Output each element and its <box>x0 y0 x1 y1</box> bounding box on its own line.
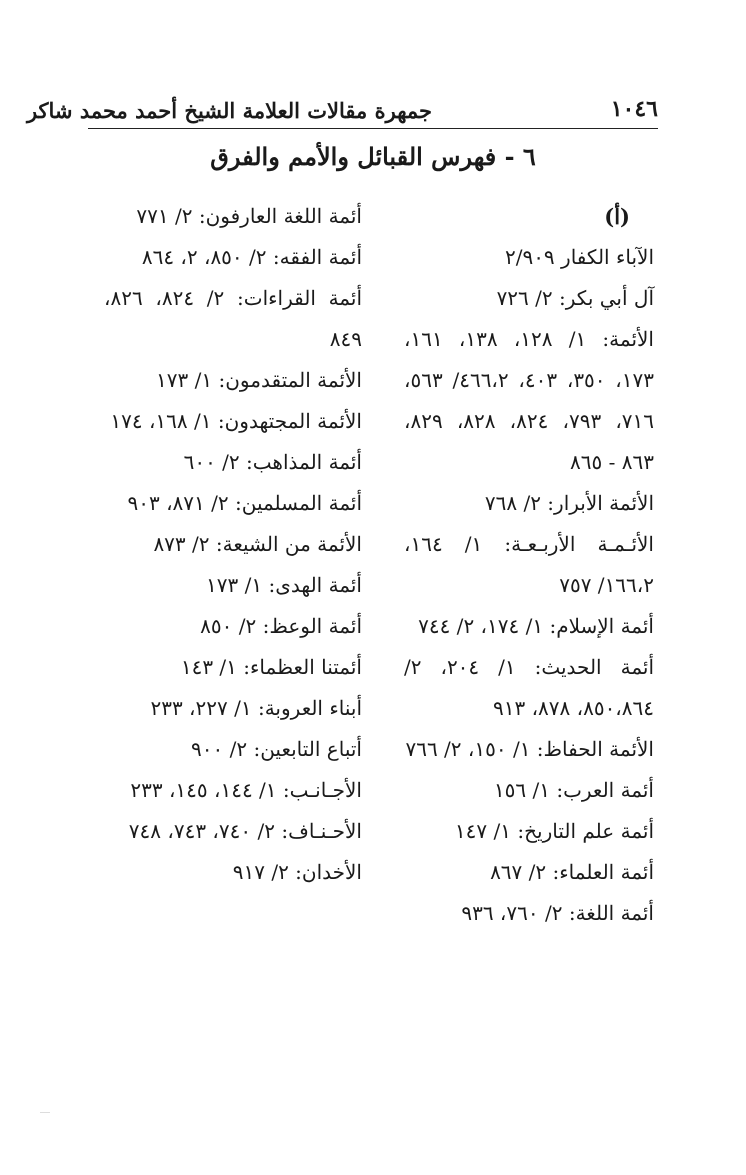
index-entry: أئمة الوعظ: ٢/ ٨٥٠ <box>200 614 362 638</box>
index-entry: أئمة الحديث: ١/ ٢٠٤، ٢/ ٨٥٠،٨٦٤، ٨٧٨، ٩١٣ <box>404 655 654 720</box>
index-entry: أئمة اللغة العارفون: ٢/ ٧٧١ <box>136 204 362 228</box>
index-entry: الأئمة المجتهدون: ١/ ١٦٨، ١٧٤ <box>110 409 362 433</box>
index-entry: الأخدان: ٢/ ٩١٧ <box>232 860 362 884</box>
index-entry: أئمة الهدى: ١/ ١٧٣ <box>206 573 362 597</box>
index-entry: أئمة المسلمين: ٢/ ٨٧١، ٩٠٣ <box>127 491 362 515</box>
index-entry: الأئمة الحفاظ: ١/ ١٥٠، ٢/ ٧٦٦ <box>405 737 654 761</box>
index-entry: أئمة المذاهب: ٢/ ٦٠٠ <box>183 450 362 474</box>
index-entry: آل أبي بكر: ٢/ ٧٢٦ <box>496 286 654 310</box>
index-entry: أئمة الإسلام: ١/ ١٧٤، ٢/ ٧٤٤ <box>418 614 654 638</box>
running-title: جمهرة مقالات العلامة الشيخ أحمد محمد شاكر <box>26 98 432 123</box>
index-entry: الأئمة: ١/ ١٢٨، ١٣٨، ١٦١، ١٧٣، ٣٥٠، ٤٠٣، ٤٦٦،٢/ ٥٦٣، ٧١٦، ٧٩٣، ٨٢٤، ٨٢٨، ٨٢٩، ٨٦٣ - ٨٦٥ <box>404 327 655 474</box>
letter-heading: (أ) <box>604 204 630 229</box>
index-entry: الأئمة المتقدمون: ١/ ١٧٣ <box>156 368 362 392</box>
index-entry: الأجـانـب: ١/ ١٤٤، ١٤٥، ٢٣٣ <box>130 778 362 802</box>
page-number: ١٠٤٦ <box>610 96 658 122</box>
index-entry: أئمة العرب: ١/ ١٥٦ <box>493 778 654 802</box>
scan-mark <box>40 1112 50 1113</box>
index-entry: أتباع التابعين: ٢/ ٩٠٠ <box>191 737 362 761</box>
index-entry: الآباء الكفار ٢/٩٠٩ <box>504 245 654 269</box>
index-entry: أئمة العلماء: ٢/ ٨٦٧ <box>490 860 654 884</box>
page-header <box>26 92 658 130</box>
index-entry: الأحـنـاف: ٢/ ٧٤٠، ٧٤٣، ٧٤٨ <box>128 819 362 843</box>
index-entry: أئمة القراءات: ٢/ ٨٢٤، ٨٢٦، ٨٤٩ <box>104 286 362 351</box>
index-entry: الأئمة من الشيعة: ٢/ ٨٧٣ <box>153 532 362 556</box>
index-column-left <box>104 196 362 893</box>
index-entry: أئمة الفقه: ٢/ ٨٥٠، ٢، ٨٦٤ <box>141 245 362 269</box>
index-column-right <box>404 196 654 934</box>
header-rule <box>88 128 658 129</box>
index-entry: أئمة اللغة: ٢/ ٧٦٠، ٩٣٦ <box>461 901 654 925</box>
index-entry: الأئـمـة الأربـعـة: ١/ ١٦٤، ١٦٦،٢/ ٧٥٧ <box>404 532 654 597</box>
index-entry: الأئمة الأبرار: ٢/ ٧٦٨ <box>484 491 654 515</box>
index-entry: أئمتنا العظماء: ١/ ١٤٣ <box>180 655 362 679</box>
index-entry: أبناء العروبة: ١/ ٢٢٧، ٢٣٣ <box>150 696 362 720</box>
index-entry: أئمة علم التاريخ: ١/ ١٤٧ <box>454 819 654 843</box>
section-title: ٦ - فهرس القبائل والأمم والفرق <box>210 142 536 171</box>
